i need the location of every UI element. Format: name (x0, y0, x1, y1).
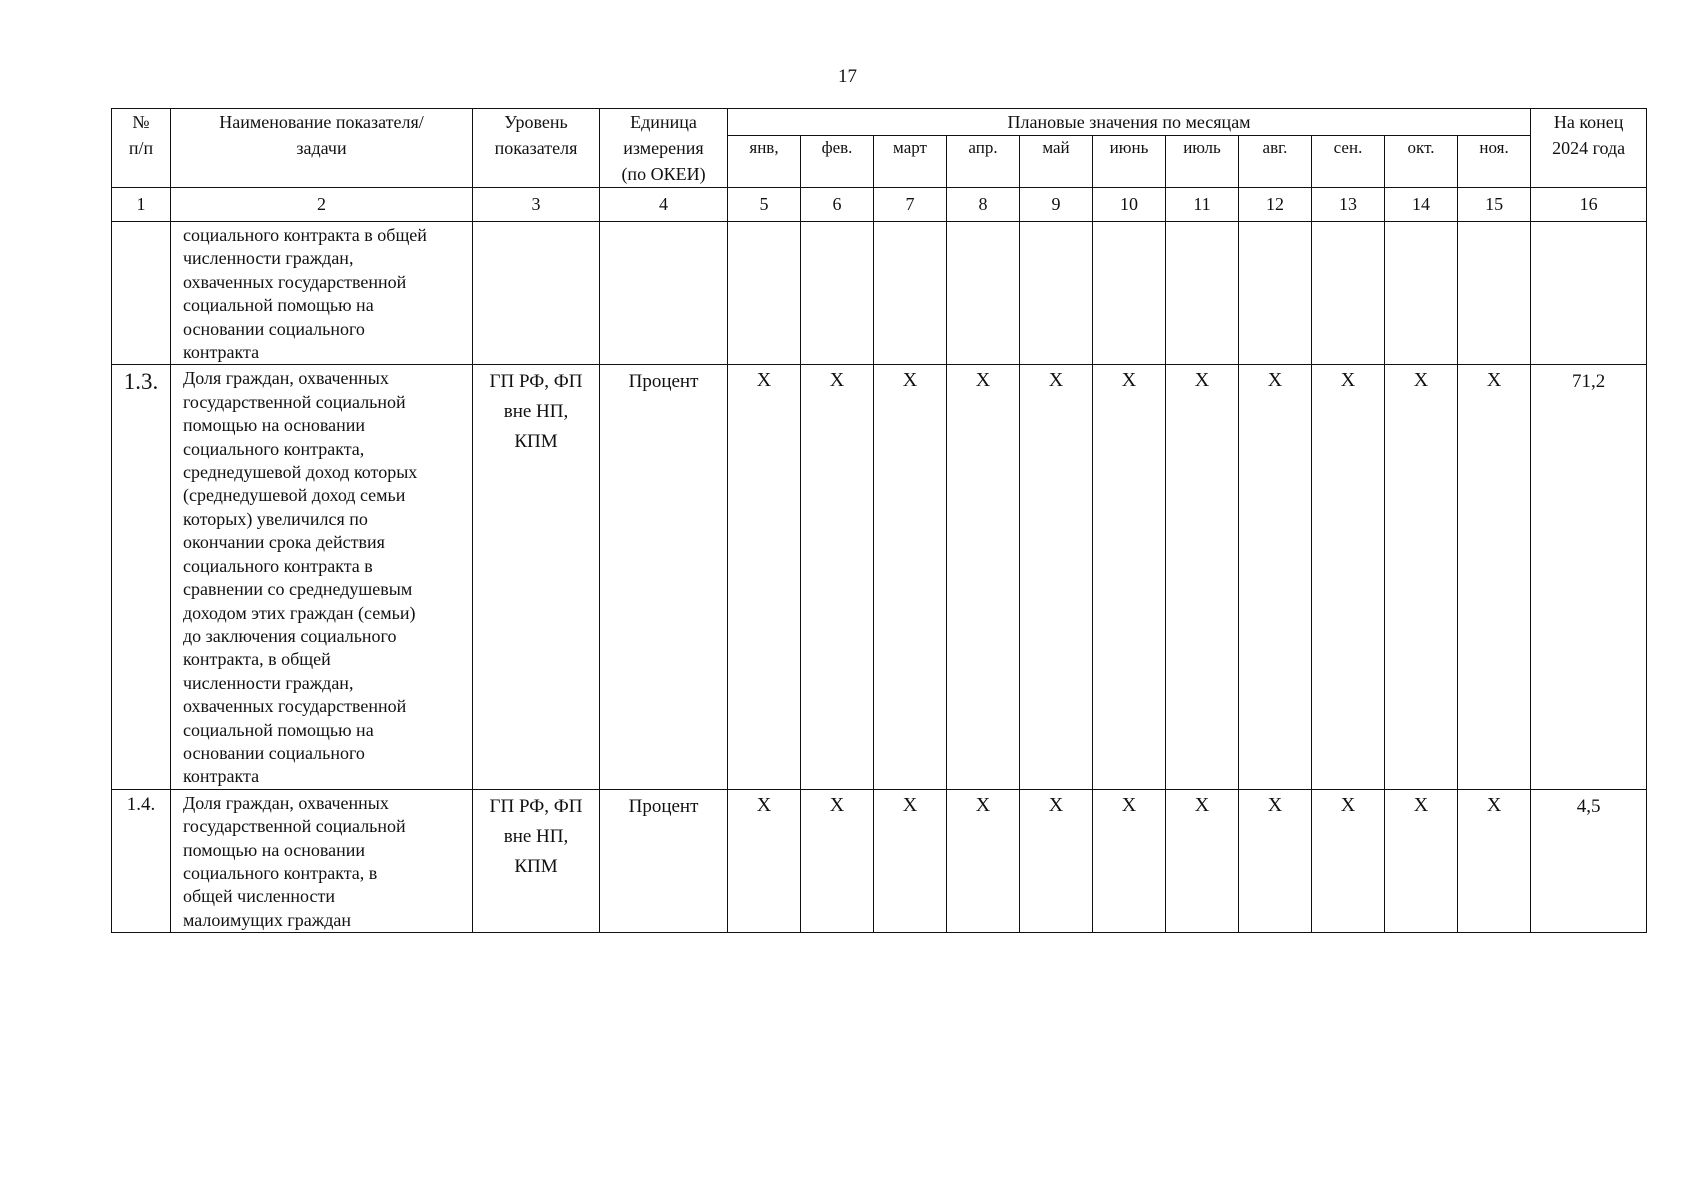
indicator-name-line: государственной социальной (183, 391, 406, 412)
indicator-name-line: основании социального (183, 318, 365, 339)
month-value: X (1385, 789, 1458, 932)
month-value: X (1093, 789, 1166, 932)
indicator-name-line: Доля граждан, охваченных (183, 792, 389, 813)
indicator-level-line: КПМ (514, 431, 558, 453)
column-number: 14 (1385, 188, 1458, 222)
indicator-level-line: ГП РФ, ФП (489, 795, 583, 817)
month-value (1166, 222, 1239, 365)
header-month: авг. (1239, 136, 1312, 188)
month-value: X (1166, 789, 1239, 932)
month-value: X (1458, 789, 1531, 932)
indicator-name-line: которых) увеличился по (183, 508, 368, 529)
indicator-name-line: контракта (183, 342, 260, 363)
month-value: X (874, 789, 947, 932)
month-value: X (728, 789, 801, 932)
indicator-name-line: доходом этих граждан (семьи) (183, 602, 416, 623)
month-value (874, 222, 947, 365)
header-planned: Плановые значения по месяцам (728, 109, 1531, 136)
column-number: 6 (801, 188, 874, 222)
month-value: X (1020, 789, 1093, 932)
month-value (1020, 222, 1093, 365)
end-of-year-value: 4,5 (1531, 789, 1647, 932)
table-row (112, 789, 1647, 932)
indicator-name-line: социального контракта в общей (183, 225, 427, 245)
header-month: янв, (728, 136, 801, 188)
month-value (1093, 222, 1166, 365)
month-value: X (947, 365, 1020, 789)
indicator-name-line: основании социального (183, 742, 365, 763)
indicator-name-line: социальной помощью на (183, 295, 374, 316)
header-month: ноя. (1458, 136, 1531, 188)
month-value: X (874, 365, 947, 789)
column-number: 1 (112, 188, 171, 222)
indicator-name-line: окончании срока действия (183, 532, 385, 553)
indicator-name-line: до заключения социального (183, 625, 397, 646)
indicator-name-line: численности граждан, (183, 248, 354, 269)
indicator-unit (600, 222, 728, 365)
month-value: X (728, 365, 801, 789)
indicator-name-line: охваченных государственной (183, 696, 407, 717)
indicator-level-line: вне НП, (503, 825, 569, 847)
indicator-level (473, 222, 600, 365)
month-value: X (1385, 365, 1458, 789)
month-value (1458, 222, 1531, 365)
column-number: 8 (947, 188, 1020, 222)
month-value: X (1239, 365, 1312, 789)
column-number: 10 (1093, 188, 1166, 222)
table-row (112, 365, 1647, 789)
month-value: X (1020, 365, 1093, 789)
header-month: май (1020, 136, 1093, 188)
indicator-level (473, 789, 600, 932)
row-index: 1.3. (112, 365, 171, 789)
indicator-name-line: контракта (183, 766, 260, 787)
indicator-name-line: охваченных государственной (183, 271, 407, 292)
indicator-unit: Процент (600, 789, 728, 932)
indicator-name-line: государственной социальной (183, 816, 406, 837)
month-value: X (1239, 789, 1312, 932)
row-index: 1.4. (112, 789, 171, 932)
indicator-name (171, 789, 473, 932)
header-month: фев. (801, 136, 874, 188)
column-number: 5 (728, 188, 801, 222)
column-number: 2 (171, 188, 473, 222)
column-number: 9 (1020, 188, 1093, 222)
column-number: 15 (1458, 188, 1531, 222)
end-of-year-value: 71,2 (1531, 365, 1647, 789)
column-number: 12 (1239, 188, 1312, 222)
month-value: X (1458, 365, 1531, 789)
page-number: 17 (838, 66, 857, 87)
month-value: X (1093, 365, 1166, 789)
month-value (801, 222, 874, 365)
indicator-level (473, 365, 600, 789)
table-row (112, 222, 1647, 365)
indicator-name-line: малоимущих граждан (183, 909, 352, 930)
header-end-of-year: На конец 2024 года (1531, 109, 1647, 188)
month-value (947, 222, 1020, 365)
header-month: окт. (1385, 136, 1458, 188)
indicator-name-line: контракта, в общей (183, 649, 331, 670)
indicator-level-line: КПМ (514, 855, 558, 877)
indicator-name-line: социальной помощью на (183, 719, 374, 740)
indicator-level-line: ГП РФ, ФП (489, 371, 583, 393)
indicator-name-line: Доля граждан, охваченных (183, 368, 389, 389)
indicator-name-line: помощью на основании (183, 839, 366, 860)
column-number: 13 (1312, 188, 1385, 222)
indicator-name (171, 365, 473, 789)
indicator-name-line: социального контракта в (183, 555, 373, 576)
indicator-name-line: помощью на основании (183, 415, 366, 436)
indicator-level-line: вне НП, (503, 401, 569, 423)
header-unit: Единица измерения (по ОКЕИ) (600, 109, 728, 188)
column-number: 3 (473, 188, 600, 222)
month-value: X (1166, 365, 1239, 789)
indicator-name-line: (среднедушевой доход семьи (183, 485, 406, 506)
header-name: Наименование показателя/ задачи (171, 109, 473, 188)
header-num: № п/п (112, 109, 171, 188)
month-value (1239, 222, 1312, 365)
row-index (112, 222, 171, 365)
month-value (728, 222, 801, 365)
column-number: 7 (874, 188, 947, 222)
column-number: 4 (600, 188, 728, 222)
end-of-year-value (1531, 222, 1647, 365)
month-value (1385, 222, 1458, 365)
month-value: X (801, 365, 874, 789)
header-month: июль (1166, 136, 1239, 188)
month-value (1312, 222, 1385, 365)
header-month: апр. (947, 136, 1020, 188)
indicator-name (171, 222, 473, 365)
indicator-name-line: сравнении со среднедушевым (183, 579, 413, 600)
indicator-name-line: численности граждан, (183, 672, 354, 693)
month-value: X (1312, 789, 1385, 932)
header-month: март (874, 136, 947, 188)
header-level: Уровень показателя (473, 109, 600, 188)
header-month: сен. (1312, 136, 1385, 188)
indicators-table (111, 108, 1647, 933)
column-number: 11 (1166, 188, 1239, 222)
month-value: X (1312, 365, 1385, 789)
indicator-name-line: социального контракта, (183, 438, 365, 459)
indicator-unit: Процент (600, 365, 728, 789)
month-value: X (947, 789, 1020, 932)
indicator-name-line: социального контракта, в (183, 862, 378, 883)
column-number: 16 (1531, 188, 1647, 222)
month-value: X (801, 789, 874, 932)
header-month: июнь (1093, 136, 1166, 188)
indicator-name-line: общей численности (183, 886, 335, 907)
indicator-name-line: среднедушевой доход которых (183, 462, 418, 483)
